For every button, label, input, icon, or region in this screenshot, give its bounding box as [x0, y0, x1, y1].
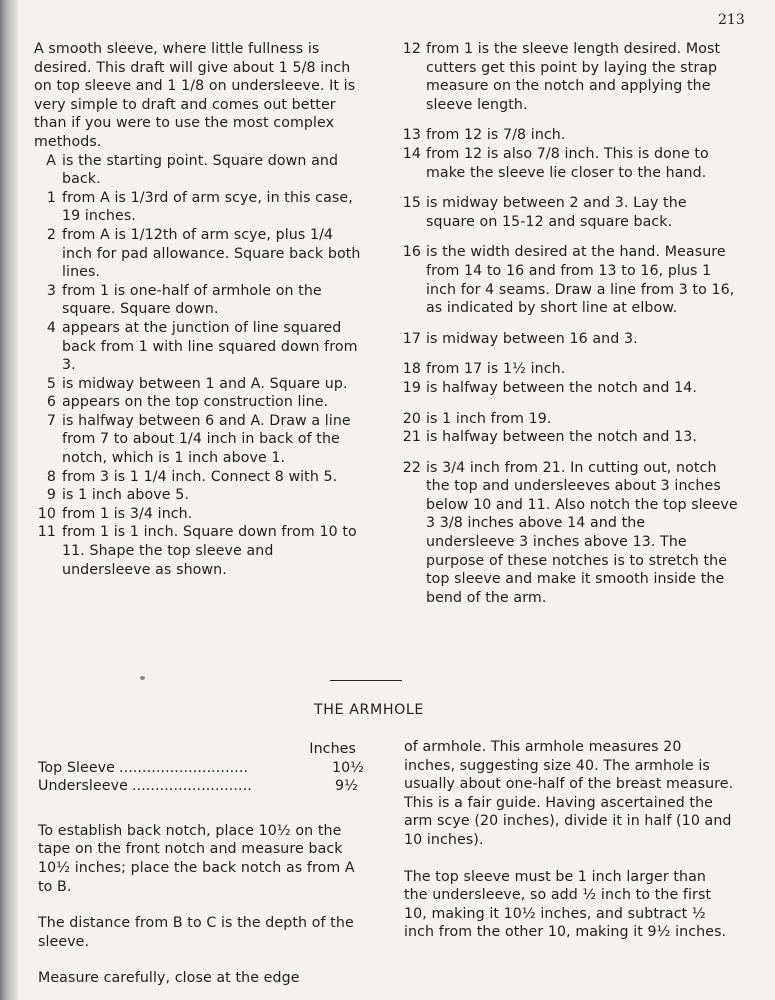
step-number: 14 — [402, 145, 421, 162]
step-text: is the width desired at the hand. Measure from 14 to 16 and from 13 to 16, plus 1 inch for 4 seams. Draw a line from 3 to 16, as indicated by short line at elbow. — [426, 244, 735, 317]
right-column — [398, 40, 738, 607]
dot-leader: ............................ — [118, 759, 249, 776]
step-number: 22 — [402, 459, 421, 476]
step-text: from 12 is 7/8 inch. — [426, 127, 566, 144]
measure-label: Top Sleeve — [38, 759, 115, 776]
step-text: appears at the junction of line squared back from 1 with line squared down from 3. — [62, 319, 358, 374]
step-number: 9 — [46, 487, 56, 504]
step-number: 1 — [46, 189, 56, 206]
step-3 — [34, 282, 364, 319]
section-title: THE ARMHOLE — [314, 702, 424, 718]
step-text: from 12 is also 7/8 inch. This is done to make the sleeve lie closer to the hand. — [426, 145, 709, 181]
measure-paragraph: Measure carefully, close at the edge — [38, 970, 300, 987]
step-number: 10 — [37, 505, 56, 522]
step-number: 2 — [46, 226, 56, 243]
step-21 — [398, 428, 738, 447]
step-text: is 1 inch above 5. — [62, 487, 189, 504]
step-number: 21 — [402, 429, 421, 446]
step-number: 19 — [402, 379, 421, 396]
top-sleeve-paragraph: The top sleeve must be 1 inch larger than the undersleeve, so add ½ inch to the first 10, making it 10½ inches, and subtract ½ inch from the other 10, making it 9½ inches. — [404, 868, 727, 941]
step-text: is halfway between the notch and 13. — [426, 429, 697, 446]
step-number: 7 — [46, 412, 56, 429]
step-19 — [398, 379, 738, 398]
step-text: from 1 is 3/4 inch. — [62, 505, 193, 522]
step-text: appears on the top construction line. — [62, 394, 329, 411]
step-text: from 1 is 1 inch. Square down from 10 to 11. Shape the top sleeve and undersleeve as shown. — [62, 524, 357, 578]
step-13 — [398, 126, 738, 145]
measure-row-undersleeve — [38, 777, 358, 796]
step-text: is midway between 1 and A. Square up. — [62, 375, 348, 392]
section-rule — [330, 680, 402, 681]
armhole-right-column — [404, 738, 734, 942]
left-column — [34, 40, 364, 579]
step-text: is 3/4 inch from 21. In cutting out, notch the top and undersleeves about 3 inches below 10 and 11. Also notch the top sleeve 3 3/8 inches above 14 and the undersleeve 3 inches above 13. The purpose of these notches is to stretch the top sleeve and make it smooth inside the bend of the arm. — [426, 459, 738, 606]
armhole-left-column — [38, 740, 365, 988]
step-number: 13 — [402, 127, 421, 144]
step-text: from 3 is 1 1/4 inch. Connect 8 with 5. — [62, 468, 338, 485]
step-text: is halfway between 6 and A. Draw a line from 7 to about 1/4 inch in back of the notch, which is 1 inch above 1. — [62, 412, 351, 467]
step-text: from 1 is one-half of armhole on the square. Square down. — [62, 282, 322, 318]
step-text: is midway between 2 and 3. Lay the square on 15-12 and square back. — [426, 195, 687, 230]
step-5 — [34, 375, 364, 394]
step-text: is the starting point. Square down and back. — [62, 152, 339, 188]
step-text: is midway between 16 and 3. — [426, 330, 638, 347]
dot-leader: .......................... — [131, 778, 252, 795]
step-9 — [34, 486, 364, 505]
step-number: 15 — [402, 195, 421, 212]
step-number: 6 — [46, 394, 56, 411]
measure-value: 9½ — [335, 778, 358, 795]
measure-header: Inches — [309, 741, 356, 757]
step-a — [34, 152, 364, 189]
page-number: 213 — [718, 12, 745, 28]
measure-value: 10½ — [332, 759, 365, 776]
step-11 — [34, 523, 364, 579]
step-number: A — [46, 152, 56, 169]
step-number: 12 — [402, 41, 421, 57]
step-14 — [398, 145, 738, 182]
step-20 — [398, 410, 738, 429]
step-number: 5 — [46, 375, 56, 392]
step-number: 3 — [46, 282, 56, 299]
step-1 — [34, 189, 364, 226]
step-17 — [398, 330, 738, 349]
measure-label: Undersleeve — [38, 778, 128, 795]
step-text: from A is 1/12th of arm scye, plus 1/4 inch for pad allowance. Square back both lines. — [62, 226, 361, 281]
step-6 — [34, 393, 364, 412]
step-number: 16 — [402, 244, 421, 261]
armhole-paragraph: of armhole. This armhole measures 20 inches, suggesting size 40. The armhole is usually about one-half of the breast measure. This is a fair guide. Having ascertained the arm scye (20 inches), divide it in half (10 and 10 inches). — [404, 739, 734, 848]
step-number: 18 — [402, 361, 421, 378]
step-18 — [398, 360, 738, 379]
step-text: is halfway between the notch and 14. — [426, 379, 697, 396]
step-7 — [34, 412, 364, 468]
step-text: from 17 is 1½ inch. — [426, 361, 566, 378]
step-number: 4 — [46, 319, 56, 336]
depth-paragraph: The distance from B to C is the depth of the sleeve. — [38, 915, 354, 950]
step-8 — [34, 468, 364, 487]
step-15 — [398, 194, 738, 231]
page-binding-shadow — [0, 0, 18, 1000]
step-16 — [398, 243, 738, 317]
step-text: is 1 inch from 19. — [426, 410, 552, 427]
step-number: 20 — [402, 410, 421, 427]
step-12 — [398, 40, 738, 114]
step-number: 11 — [37, 524, 56, 541]
step-text: from A is 1/3rd of arm scye, in this case, 19 inches. — [62, 189, 353, 225]
step-2 — [34, 226, 364, 282]
notch-paragraph: To establish back notch, place 10½ on the tape on the front notch and measure back 10½ inches; place the back notch as from A to B. — [38, 822, 355, 895]
intro-paragraph: A smooth sleeve, where little fullness is desired. This draft will give about 1 5/8 inch on top sleeve and 1 1/8 on undersleeve. It is very simple to draft and comes out better than if you were to use the most complex methods. — [34, 41, 356, 150]
ink-speck — [140, 676, 145, 680]
step-text: from 1 is the sleeve length desired. Most cutters get this point by laying the strap measure on the notch and applying the sleeve length. — [426, 41, 721, 113]
step-number: 17 — [402, 330, 421, 347]
step-4 — [34, 319, 364, 375]
measure-row-top-sleeve — [38, 759, 365, 778]
step-10 — [34, 505, 364, 524]
step-22 — [398, 459, 738, 608]
step-number: 8 — [46, 468, 56, 485]
